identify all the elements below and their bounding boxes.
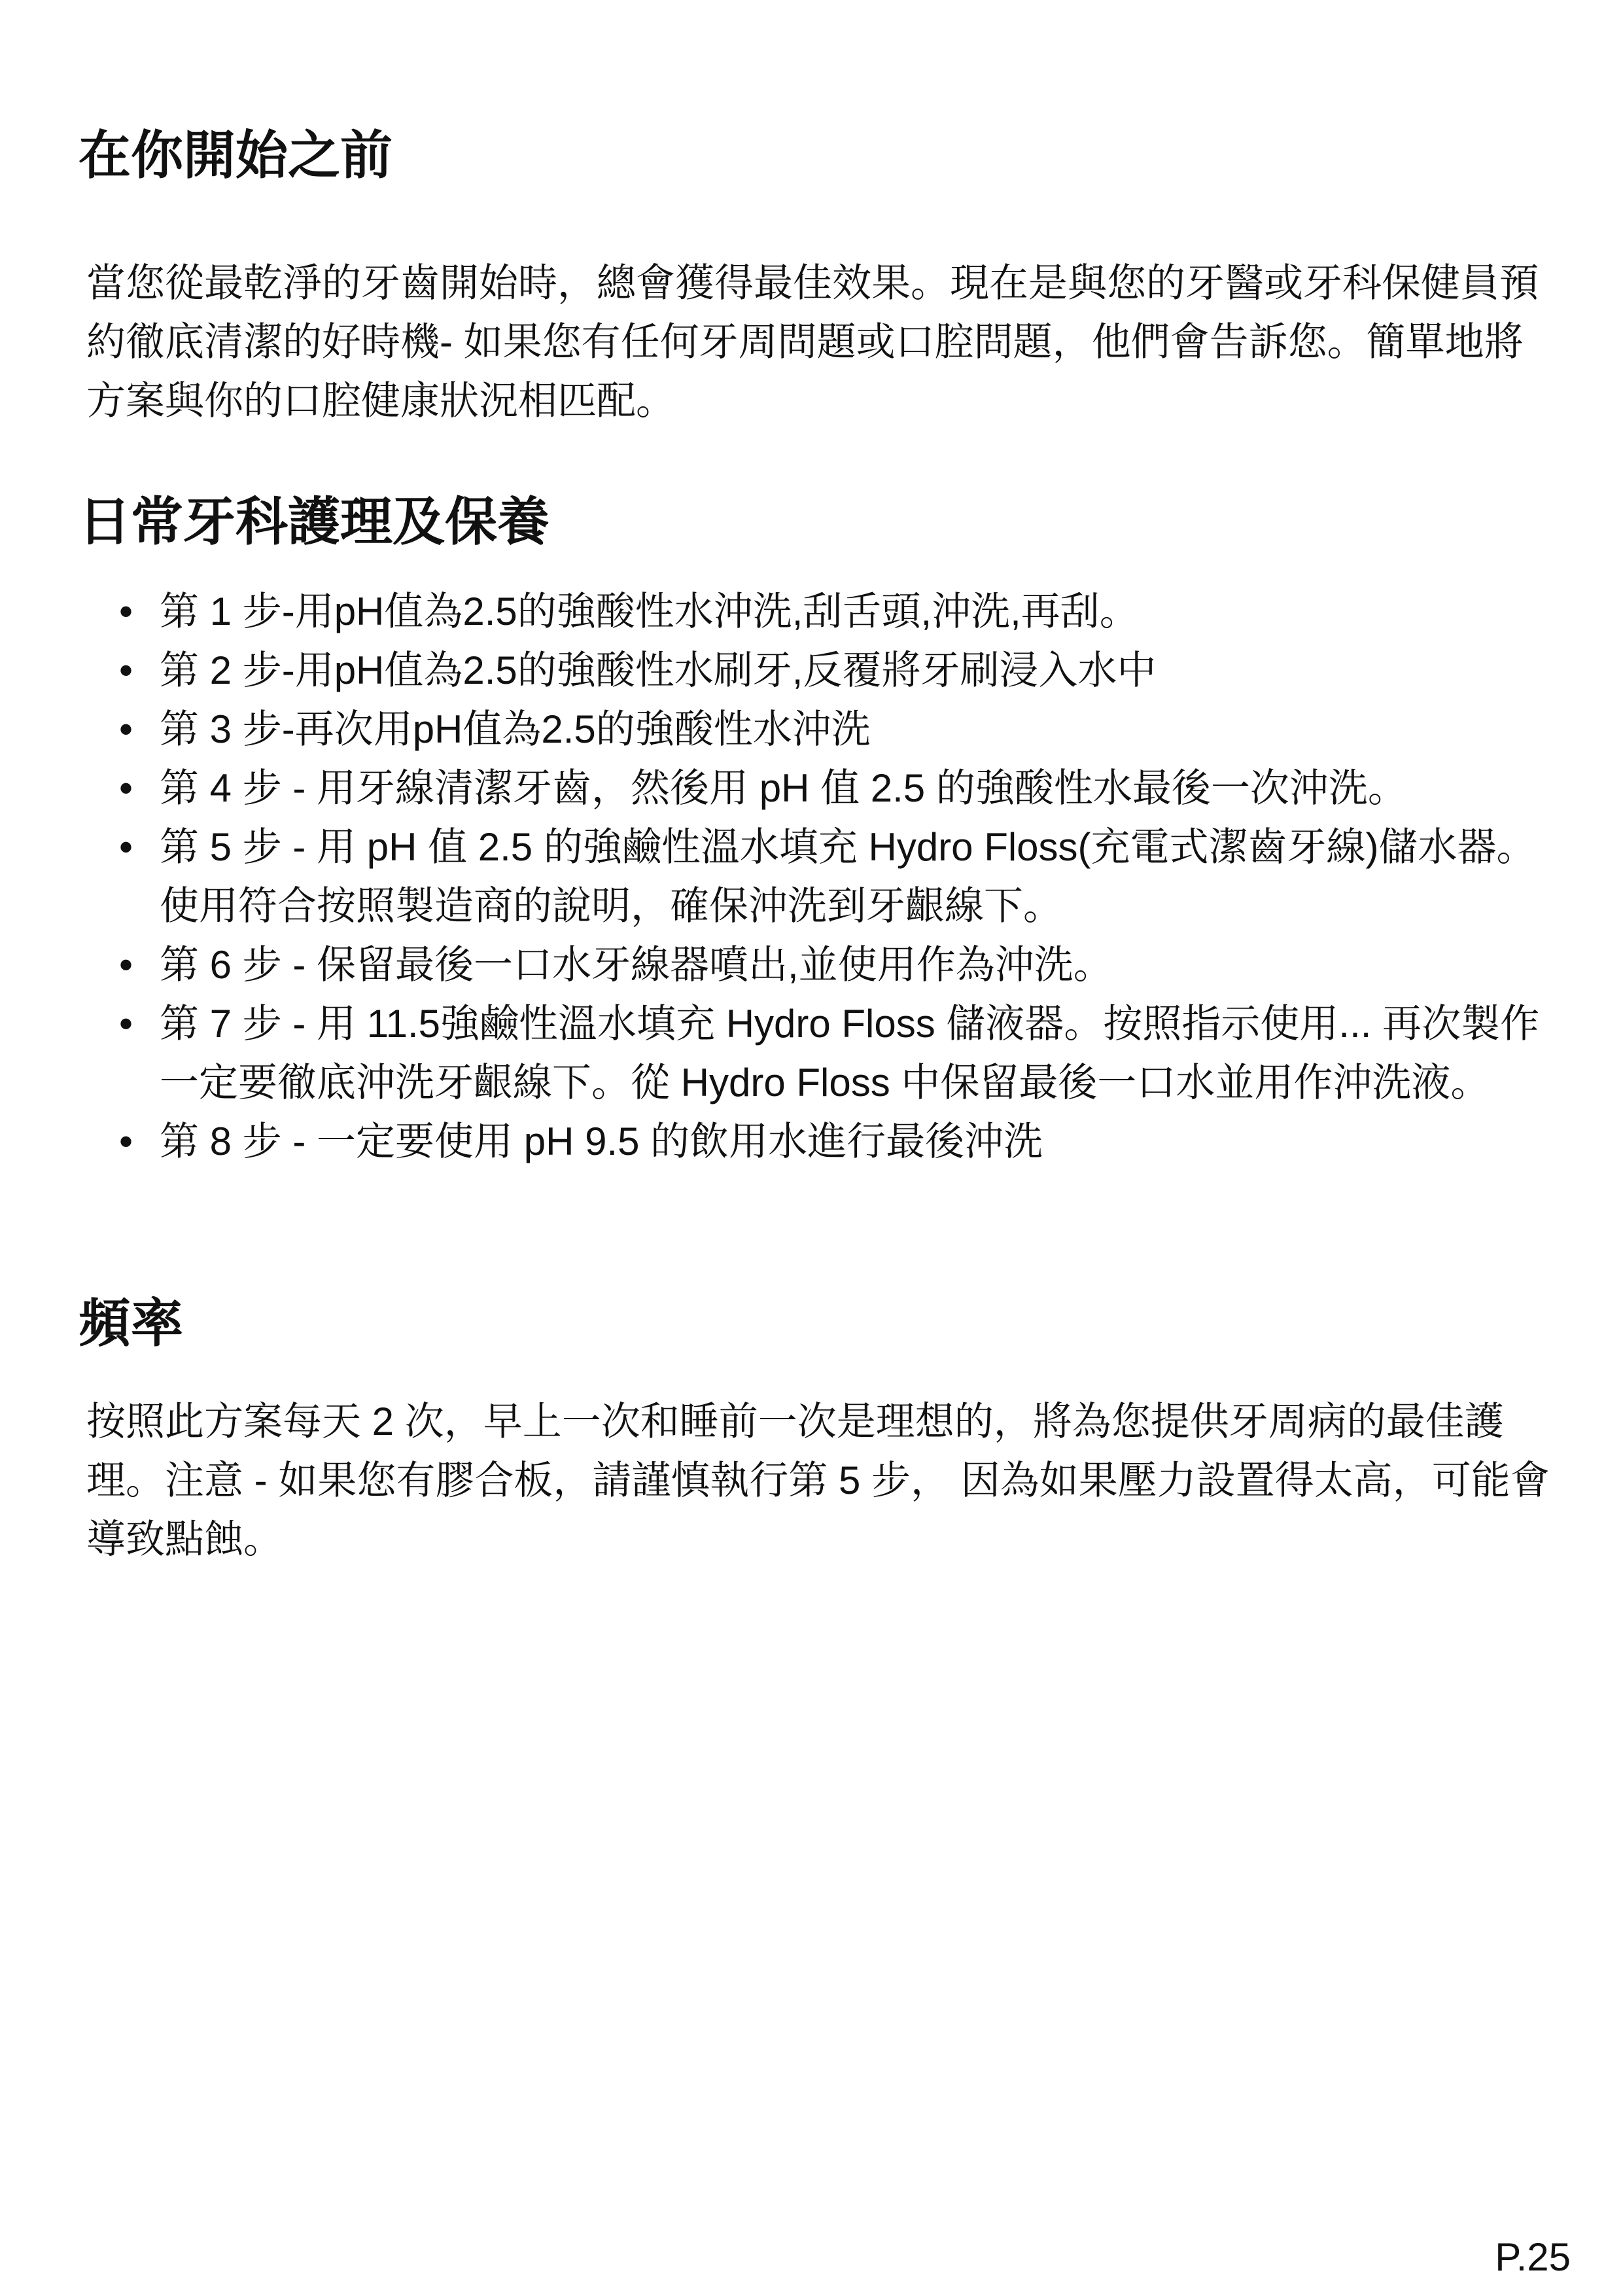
- step-3-item: [86, 700, 1552, 759]
- step-6-text: 第 6 步 - 保留最後一口水牙線器噴出,並使用作為沖洗。: [160, 943, 1113, 987]
- bullet-marker: •: [119, 1002, 133, 1046]
- step-3-text: 第 3 步-再次用pH值為2.5的強酸性水沖洗: [160, 707, 871, 751]
- step-1-text: 第 1 步-用pH值為2.5的強酸性水沖洗,刮舌頭,沖洗,再刮。: [160, 590, 1139, 633]
- section-title-frequency: 頻率: [79, 1294, 183, 1352]
- bullet-marker: •: [119, 1120, 133, 1163]
- daily-care-step-list: [86, 582, 1552, 1171]
- bullet-marker: •: [119, 766, 133, 810]
- section-title-before-start: 在你開始之前: [79, 126, 393, 185]
- step-8-item: [86, 1112, 1552, 1171]
- bullet-marker: •: [119, 943, 133, 987]
- step-7-text: 第 7 步 - 用 11.5強鹼性溫水填充 Hydro Floss 儲液器。按照指示使用... 再次製作 一定要徹底沖洗牙齦線下。從 Hydro Floss 中保留最後一口水並用作沖洗液。: [160, 1002, 1540, 1104]
- step-4-text: 第 4 步 - 用牙線清潔牙齒，然後用 pH 值 2.5 的強酸性水最後一次沖洗。: [160, 766, 1407, 810]
- bullet-marker: •: [119, 825, 133, 869]
- step-5-text: 第 5 步 - 用 pH 值 2.5 的強鹼性溫水填充 Hydro Floss(充電式潔齒牙線)儲水器。使用符合按照製造商的說明，確保沖洗到牙齦線下。: [160, 825, 1536, 928]
- step-2-item: [86, 641, 1552, 700]
- frequency-paragraph: 按照此方案每天 2 次，早上一次和睡前一次是理想的，將為您提供牙周病的最佳護理。注意 - 如果您有膠合板，請謹慎執行第 5 步， 因為如果壓力設置得太高，可能會導致點蝕。: [86, 1400, 1550, 1561]
- step-8-text: 第 8 步 - 一定要使用 pH 9.5 的飲用水進行最後沖洗: [160, 1120, 1043, 1163]
- step-1-item: [86, 582, 1552, 641]
- bullet-marker: •: [119, 648, 133, 692]
- step-6-item: [86, 936, 1552, 995]
- bullet-marker: •: [119, 590, 133, 633]
- step-7-item: [86, 995, 1552, 1112]
- before-start-paragraph: 當您從最乾淨的牙齒開始時，總會獲得最佳效果。現在是與您的牙醫或牙科保健員預約徹底清潔的好時機- 如果您有任何牙周問題或口腔問題，他們會告訴您。簡單地將方案與你的口腔健康狀況相匹配。: [86, 261, 1539, 423]
- step-2-text: 第 2 步-用pH值為2.5的強酸性水刷牙,反覆將牙刷浸入水中: [160, 648, 1157, 692]
- bullet-marker: •: [119, 707, 133, 751]
- section-title-daily-care: 日常牙科護理及保養: [79, 493, 550, 551]
- step-5-item: [86, 818, 1552, 936]
- page-number: P.25: [1495, 2235, 1571, 2279]
- step-4-item: [86, 759, 1552, 818]
